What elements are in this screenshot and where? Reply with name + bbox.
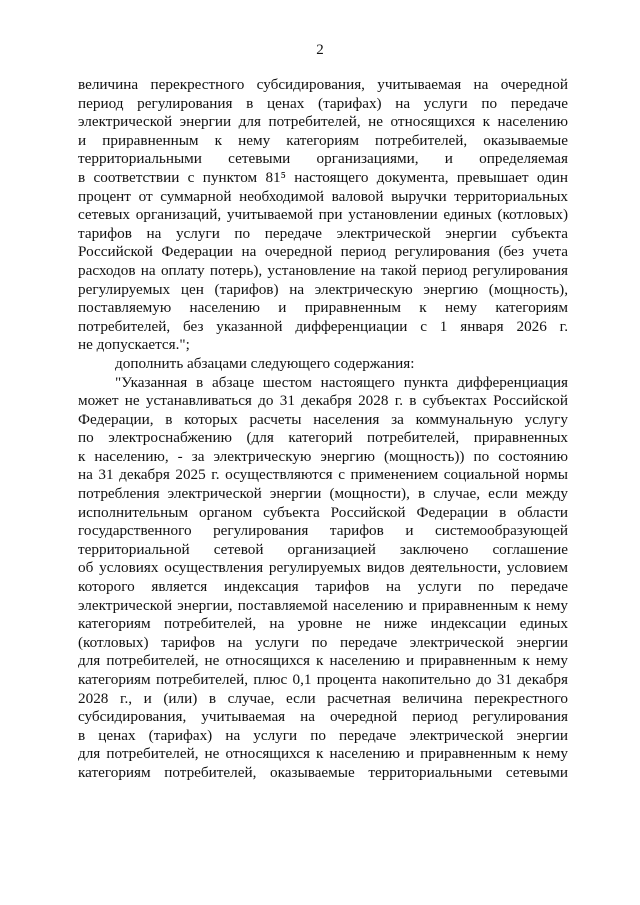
text-line: об условиях осуществления регулируемых видов деятельности, условием [78,559,568,577]
text-line: может не устанавливаться до 31 декабря 2028 г. в субъектах Российской [78,392,568,410]
text-line: электрической энергии для потребителей, не относящихся к населению [78,113,568,131]
text-line: электрической энергии, поставляемой населению и приравненным к нему [78,596,568,614]
text-line: к населению, - за электрическую энергию (мощность)) по состоянию [78,447,568,465]
text-line: 2028 г., и (или) в случае, если расчетная величина перекрестного [78,689,568,707]
text-line: в ценах (тарифах) на услуги по передаче электрической энергии [78,726,568,744]
text-line: по электроснабжению (для категорий потребителей, приравненных [78,429,568,447]
text-line: для потребителей, не относящихся к населению и приравненным к нему [78,652,568,670]
text-line: территориальной сетевой организацией заключено соглашение [78,540,568,558]
text-line: сетевых организаций, учитываемой при установлении единых (котловых) [78,206,568,224]
text-line: дополнить абзацами следующего содержания: [115,354,415,372]
text-line: процент от суммарной необходимой валовой выручки территориальных [78,187,568,205]
text-line: потребителей, без указанной дифференциации с 1 января 2026 г. [78,317,568,335]
text-line: которого является индексация тарифов на услуги по передаче [78,578,568,596]
text-line: и приравненным к нему категориям потребителей, оказываемые [78,131,568,149]
text-line: поставляемую населению и приравненным к нему категориям [78,299,568,317]
text-line: регулируемых цен (тарифов) на электрическую энергию (мощность), [78,280,568,298]
document-body [78,76,568,783]
text-line: для потребителей, не относящихся к населению и приравненным к нему [78,745,568,763]
text-line: категориям потребителей, на уровне не ниже индексации единых [78,615,568,633]
text-line: на 31 декабря 2025 г. осуществляются с применением социальной нормы [78,466,568,484]
text-line: (котловых) тарифов на услуги по передаче электрической энергии [78,633,568,651]
text-line: тарифов на услуги по передаче электрической энергии субъекта [78,224,568,242]
text-line: территориальными сетевыми организациями, и определяемая [78,150,568,168]
text-line: субсидирования, учитываемая на очередной период регулирования [78,708,568,726]
text-line: Российской Федерации на очередной период регулирования (без учета [78,243,568,261]
text-line: государственного регулирования тарифов и системообразующей [78,522,568,540]
text-line: "Указанная в абзаце шестом настоящего пункта дифференциация [115,373,568,391]
text-line: величина перекрестного субсидирования, учитываемая на очередной [78,76,568,93]
page-number: 2 [316,42,324,58]
text-line: Федерации, в которых расчеты населения за коммунальную услугу [78,410,568,428]
text-line: не допускается."; [78,336,190,354]
text-line: период регулирования в ценах (тарифах) на услуги по передаче [78,94,568,112]
text-line: категориям потребителей, оказываемые территориальными сетевыми [78,763,568,781]
text-line: исполнительным органом субъекта Российской Федерации в области [78,503,568,521]
text-line: потребления электрической энергии (мощности), в случае, если между [78,485,568,503]
text-line: в соответствии с пунктом 81⁵ настоящего документа, превышает один [78,168,568,186]
text-line: расходов на оплату потерь), установление на такой период регулирования [78,261,568,279]
text-line: категориям потребителей, плюс 0,1 процента накопительно до 31 декабря [78,671,568,688]
